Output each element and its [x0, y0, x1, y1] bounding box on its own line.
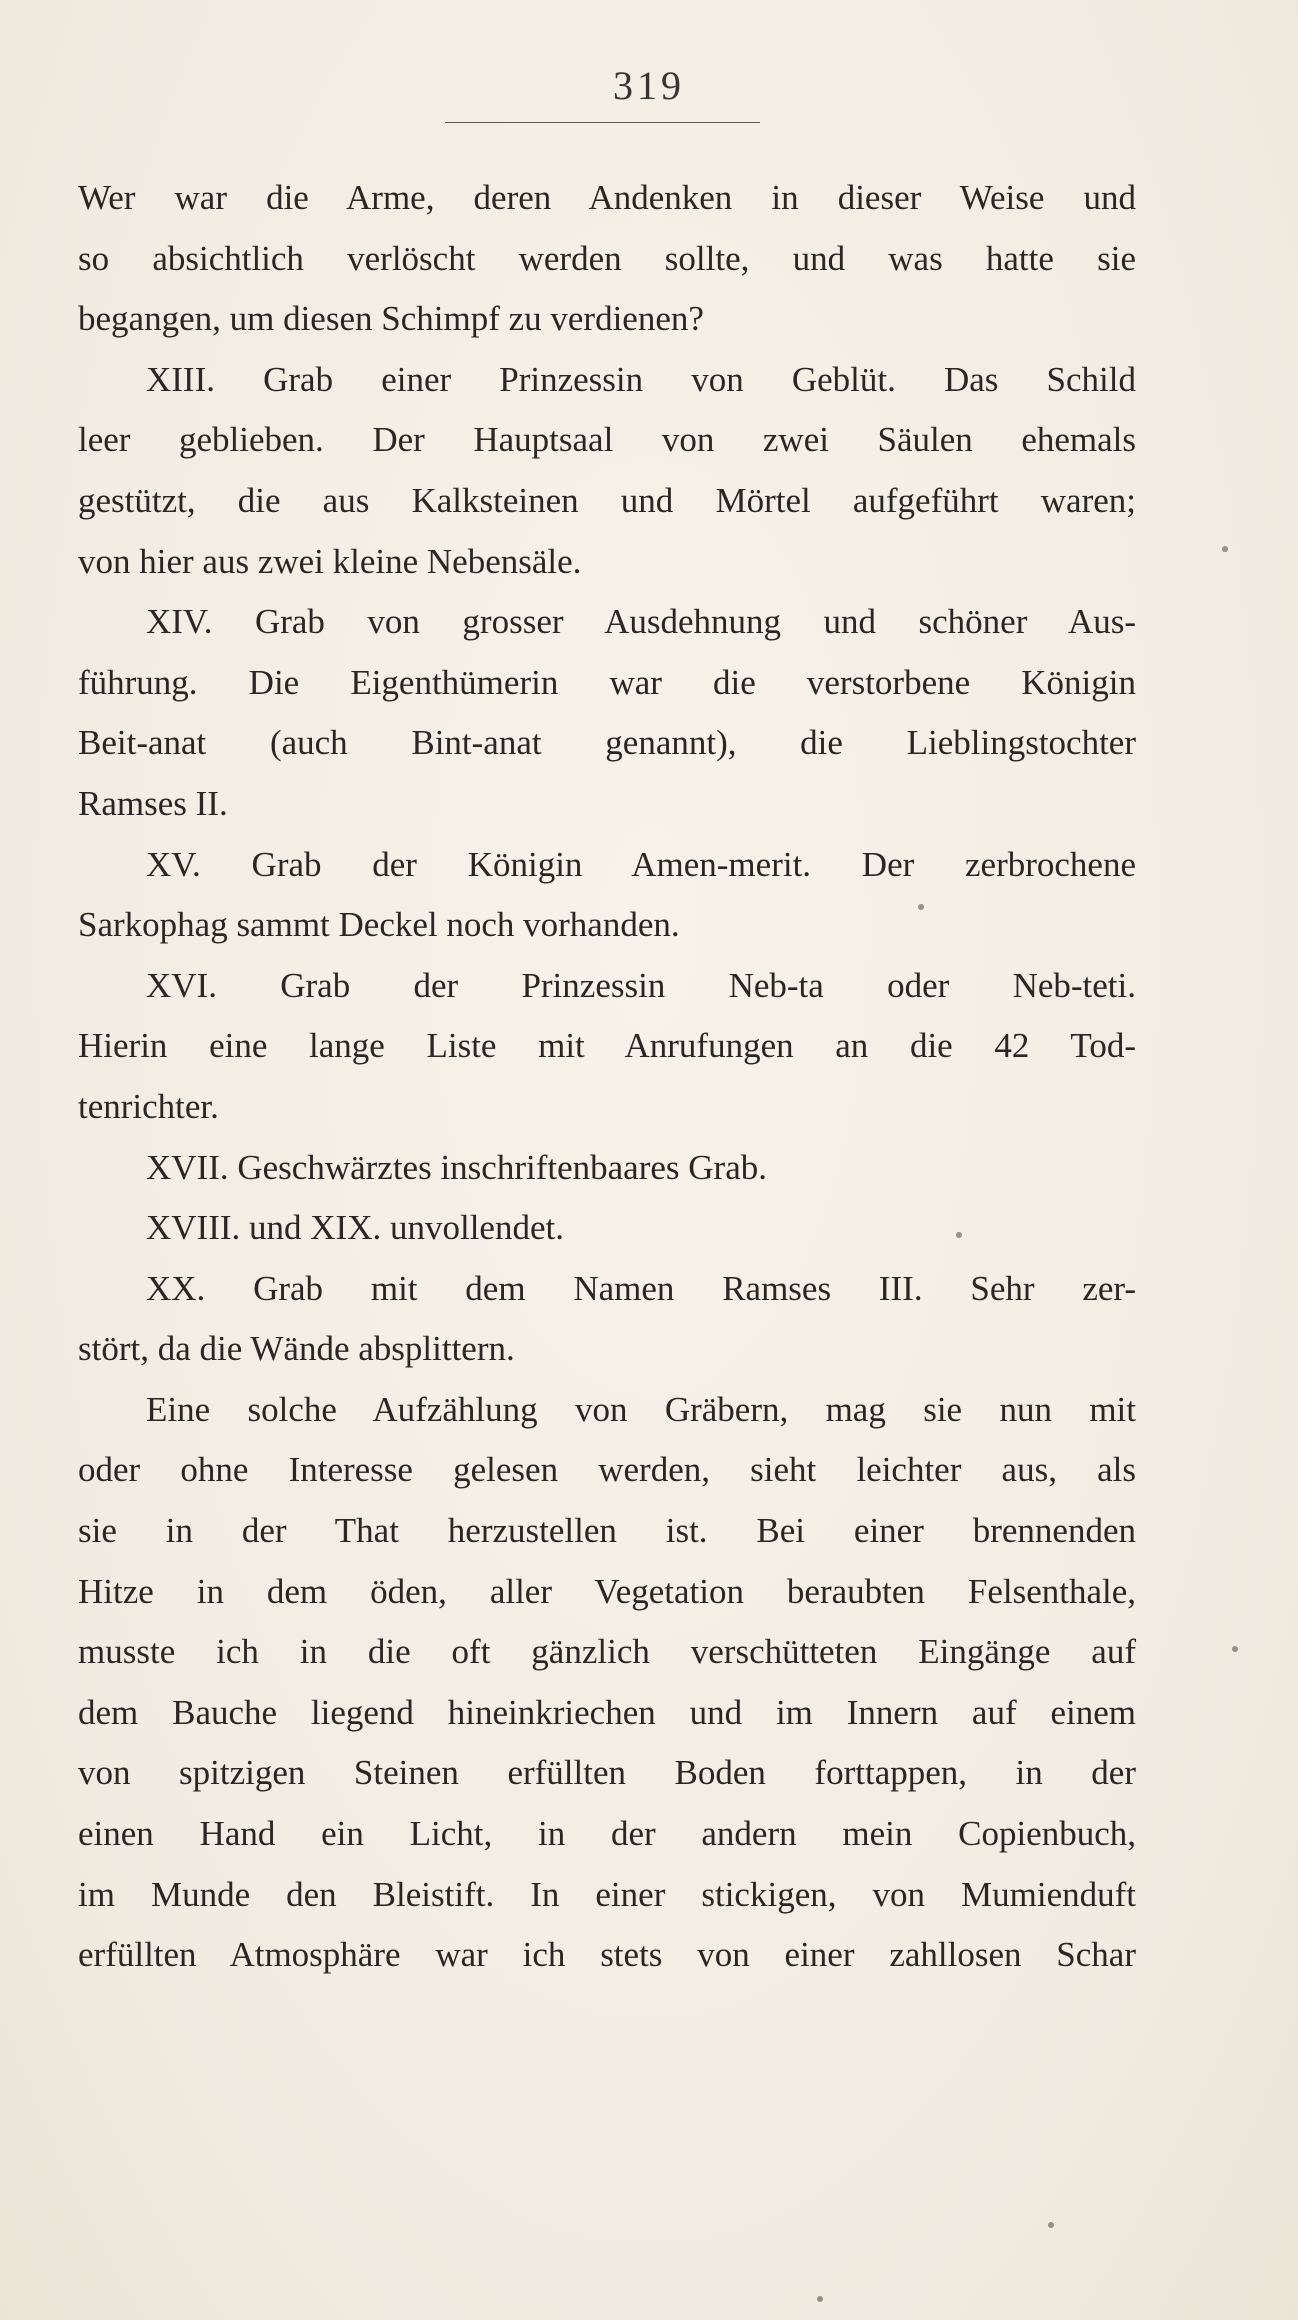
paper-speck — [1048, 2222, 1054, 2228]
text-line: tenrichter. — [78, 1086, 219, 1126]
text-line: oder ohne Interesse gelesen werden, sieht leichter aus, als — [78, 1450, 1136, 1490]
text-line: leer geblieben. Der Hauptsaal von zwei Säulen ehemals — [78, 420, 1136, 460]
text-line: Hierin eine lange Liste mit Anrufungen an die 42 Tod- — [78, 1026, 1136, 1066]
text-line: von hier aus zwei kleine Nebensäle. — [78, 541, 582, 581]
text-line: XV. Grab der Königin Amen-merit. Der zerbrochene — [146, 844, 1136, 884]
paper-speck — [1232, 1646, 1238, 1652]
text-line: XVI. Grab der Prinzessin Neb-ta oder Neb-teti. — [146, 965, 1136, 1005]
paper-speck — [918, 904, 924, 910]
text-line: XVIII. und XIX. unvollendet. — [146, 1208, 564, 1248]
text-line: von spitzigen Steinen erfüllten Boden forttappen, in der — [78, 1753, 1136, 1793]
text-line: sie in der That herzustellen ist. Bei einer brennenden — [78, 1511, 1136, 1551]
text-line: Beit-anat (auch Bint-anat genannt), die Lieblingstochter — [78, 723, 1136, 763]
text-line: Eine solche Aufzählung von Gräbern, mag sie nun mit — [146, 1389, 1136, 1429]
header-rule — [445, 122, 760, 123]
paper-speck — [1222, 546, 1228, 552]
text-line: musste ich in die oft gänzlich verschütteten Eingänge auf — [78, 1632, 1136, 1672]
paper-speck — [817, 2296, 823, 2302]
text-line: XIV. Grab von grosser Ausdehnung und schöner Aus- — [146, 602, 1136, 642]
text-line: stört, da die Wände absplittern. — [78, 1329, 515, 1369]
body-text — [78, 168, 1136, 1986]
page-number: 319 — [613, 63, 685, 108]
text-line: XIII. Grab einer Prinzessin von Geblüt. Das Schild — [146, 359, 1136, 399]
text-line: im Munde den Bleistift. In einer stickigen, von Mumienduft — [78, 1874, 1136, 1914]
text-line: so absichtlich verlöscht werden sollte, und was hatte sie — [78, 238, 1136, 278]
text-line: einen Hand ein Licht, in der andern mein Copienbuch, — [78, 1814, 1136, 1854]
text-line: XX. Grab mit dem Namen Ramses III. Sehr zer- — [146, 1268, 1136, 1308]
text-line: Ramses II. — [78, 783, 228, 823]
paper-speck — [956, 1232, 962, 1238]
text-line: begangen, um diesen Schimpf zu verdienen? — [78, 299, 704, 339]
text-line: erfüllten Atmosphäre war ich stets von einer zahllosen Schar — [78, 1935, 1136, 1975]
text-line: dem Bauche liegend hineinkriechen und im Innern auf einem — [78, 1692, 1136, 1732]
text-line: Wer war die Arme, deren Andenken in dieser Weise und — [78, 178, 1136, 217]
text-line: führung. Die Eigenthümerin war die verstorbene Königin — [78, 662, 1136, 702]
text-line: Hitze in dem öden, aller Vegetation beraubten Felsenthale, — [78, 1571, 1136, 1611]
text-line: XVII. Geschwärztes inschriftenbaares Grab. — [146, 1147, 767, 1187]
text-line: Sarkophag sammt Deckel noch vorhanden. — [78, 905, 680, 945]
text-line: gestützt, die aus Kalksteinen und Mörtel aufgeführt waren; — [78, 480, 1136, 520]
